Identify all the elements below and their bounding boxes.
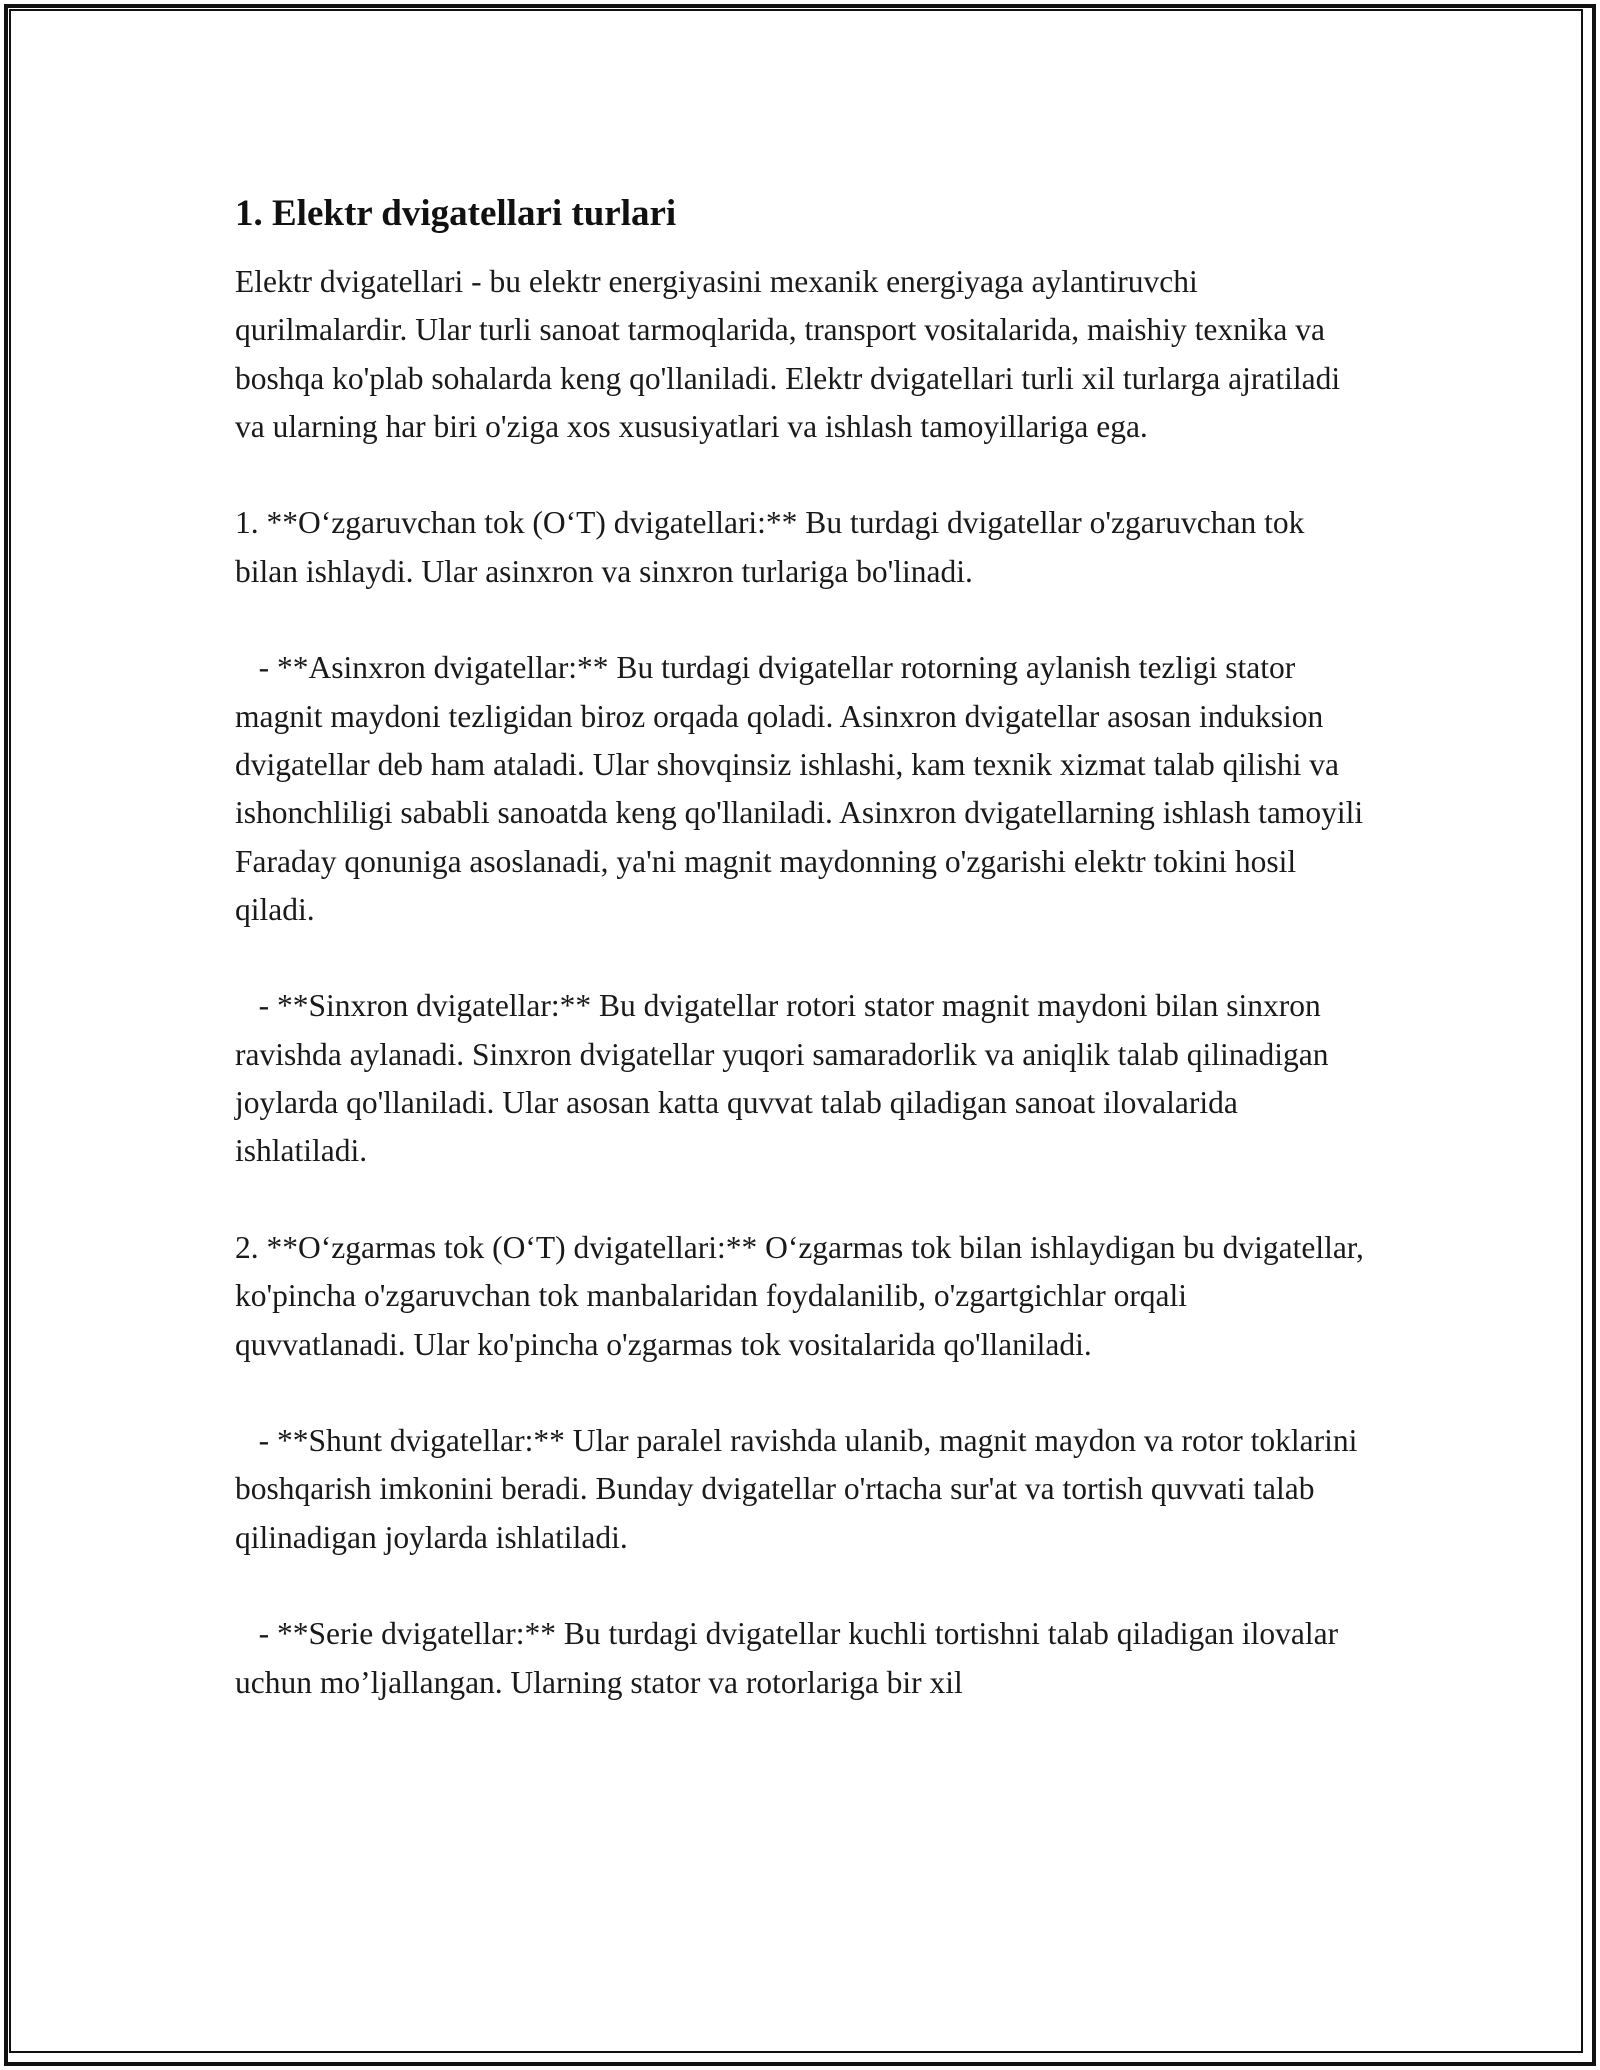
paragraph-gap xyxy=(235,1176,1365,1224)
paragraph-gap xyxy=(235,1369,1365,1417)
paragraph-gap xyxy=(235,1562,1365,1610)
paragraph-gap xyxy=(235,934,1365,982)
series-motors-paragraph: - **Serie dvigatellar:** Bu turdagi dvigatellar kuchli tortishni talab qiladigan ilovalar uchun mo’ljallangan. Ularning stator va rotorlariga bir xil xyxy=(235,1616,1346,1700)
sync-motors-paragraph: - **Sinxron dvigatellar:** Bu dvigatellar rotori stator magnit maydoni bilan sinxron ravishda aylanadi. Sinxron dvigatellar yuqori samaradorlik va aniqlik talab qilinadigan joylarda qo'llaniladi. Ular asosan katta quvvat talab qiladigan sanoat ilovalarida ishlatiladi. xyxy=(235,988,1337,1169)
async-motors-paragraph: - **Asinxron dvigatellar:** Bu turdagi dvigatellar rotorning aylanish tezligi stator magnit maydoni tezligidan biroz orqada qoladi. Asinxron dvigatellar asosan induksion dvigatellar deb ham ataladi. Ular shovqinsiz ishlashi, kam texnik xizmat talab qilishi va ishonchliligi sababli sanoatda keng qo'llaniladi. Asinxron dvigatellarning ishlash tamoyili Faraday qonuniga asoslanadi, ya'ni magnit maydonning o'zgarishi elektr tokini hosil qiladi. xyxy=(235,650,1371,927)
ac-motors-paragraph: 1. **O‘zgaruvchan tok (O‘T) dvigatellari:** Bu turdagi dvigatellar o'zgaruvchan tok bilan ishlaydi. Ular asinxron va sinxron turlariga bo'linadi. xyxy=(235,505,1313,589)
paragraph-gap xyxy=(235,451,1365,499)
section-heading: 1. Elektr dvigatellari turlari xyxy=(235,193,677,234)
intro-paragraph: Elektr dvigatellari - bu elektr energiyasini mexanik energiyaga aylantiruvchi qurilmalardir. Ular turli sanoat tarmoqlarida, transport vositalarida, maishiy texnika va boshqa ko'plab sohalarda keng qo'llaniladi. Elektr dvigatellari turli xil turlarga ajratiladi va ularning har biri o'ziga xos xususiyatlari va ishlash tamoyillariga ega. xyxy=(235,264,1348,444)
shunt-motors-paragraph: - **Shunt dvigatellar:** Ular paralel ravishda ulanib, magnit maydon va rotor toklarini boshqarish imkonini beradi. Bunday dvigatellar o'rtacha sur'at va tortish quvvati talab qilinadigan joylarda ishlatiladi. xyxy=(235,1423,1366,1555)
dc-motors-paragraph: 2. **O‘zgarmas tok (O‘T) dvigatellari:** O‘zgarmas tok bilan ishlaydigan bu dvigatellar, ko'pincha o'zgaruvchan tok manbalaridan foydalanilib, o'zgartgichlar orqali quvvatlanadi. Ular ko'pincha o'zgarmas tok vositalarida qo'llaniladi. xyxy=(235,1229,1372,1362)
document-body xyxy=(235,190,1372,1707)
paragraph-gap xyxy=(235,596,1365,644)
